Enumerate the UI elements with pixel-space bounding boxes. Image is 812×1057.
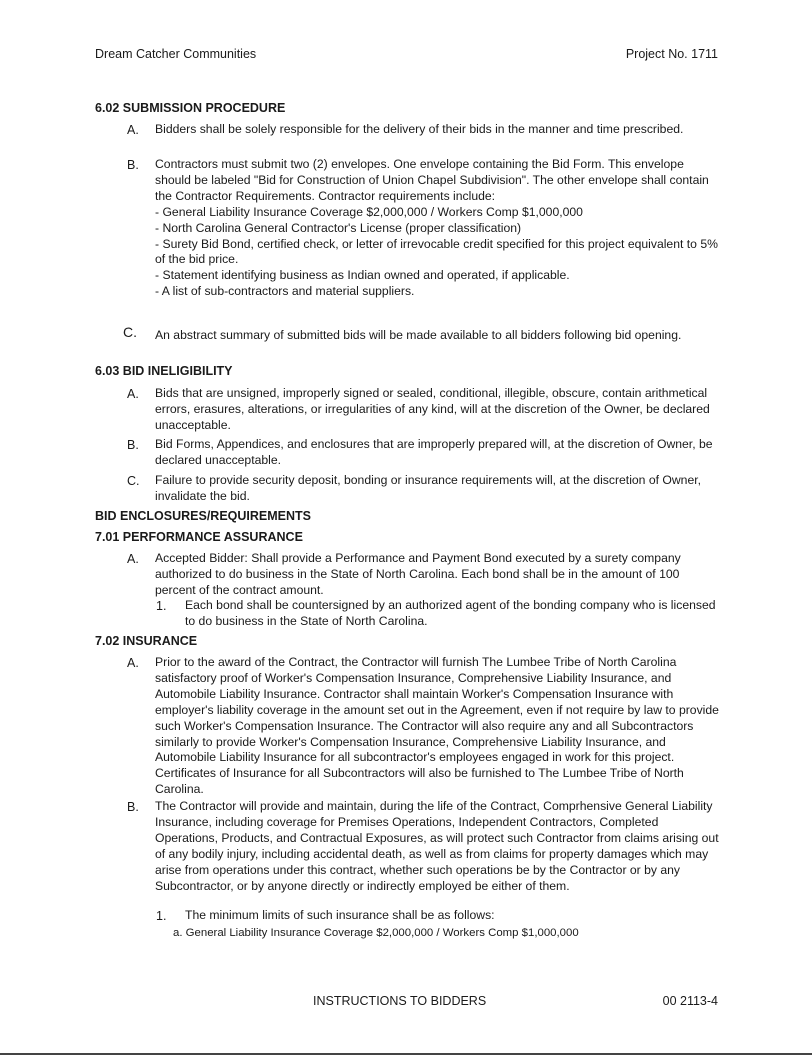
- item-label: A.: [127, 552, 139, 566]
- item-label: A.: [127, 123, 139, 137]
- item-number: 1.: [156, 909, 167, 923]
- insurance-coverage-line: a. General Liability Insurance Coverage $2,000,000 / Workers Comp $1,000,000: [173, 927, 579, 939]
- section-6-03-b-text: Bid Forms, Appendices, and enclosures that are improperly prepared will, at the discretion of Owner, be declared unacceptable.: [155, 437, 713, 467]
- bottom-rule: [0, 1053, 812, 1055]
- item-label: B.: [127, 438, 139, 452]
- item-label: B.: [127, 800, 139, 814]
- item-label: B.: [127, 158, 139, 172]
- section-7-02-a-text: Prior to the award of the Contract, the Contractor will furnish The Lumbee Tribe of North Carolina satisfactory proof of Worker's Compensation Insurance, Comprehensive Liability Insurance, and Automobile Liability Insurance. Contractor shall maintain Worker's Compensation Insurance with employer's liability coverage in the amount set out in the Agreement, even if not require by law to provide such Worker's Compensation Insurance. The Contractor will also require any and all Subcontractors similarly to provide Worker's Compensation Insurance, Comprehensive Liability Insurance, and Automobile Liability Insurance for all subcontractor's employees engaged in work for this project. Certificates of Insurance for all Subcontractors will also be furnished to The Lumbee Tribe of North Carolina.: [155, 655, 719, 797]
- section-6-03-c-text: Failure to provide security deposit, bonding or insurance requirements will, at the discretion of Owner, invalidate the bid.: [155, 473, 702, 503]
- item-label: C.: [127, 474, 140, 488]
- section-7-01-heading: 7.01 PERFORMANCE ASSURANCE: [95, 530, 303, 544]
- section-6-02-b-text: Contractors must submit two (2) envelopes. One envelope containing the Bid Form. This envelope should be labeled "Bid for Construction of Union Chapel Subdivision". The other envelope shall contain the Contractor Requirements. Contractor requirements include: - General Liability Insurance Coverage $2,000,000 / Workers Comp $1,000,000 - North Carolina General Contractor's License (proper classification) - Surety Bid Bond, certified check, or letter of irrevocable credit specified for this project equivalent to 5% of the bid price. - Statement identifying business as Indian owned and operated, if applicable. - A list of sub-contractors and material suppliers.: [155, 157, 718, 299]
- section-6-02-c-text: An abstract summary of submitted bids will be made available to all bidders following bid opening.: [155, 328, 682, 342]
- section-7-02-b1-text: The minimum limits of such insurance shall be as follows:: [185, 908, 495, 922]
- header-project-number: Project No. 1711: [625, 47, 718, 61]
- section-7-01-a1-text: Each bond shall be countersigned by an authorized agent of the bonding company who is licensed to do business in the State of North Carolina.: [185, 598, 716, 628]
- footer-page-number: 00 2113-4: [662, 994, 718, 1008]
- item-label: A.: [127, 387, 139, 401]
- section-6-02-a-text: Bidders shall be solely responsible for the delivery of their bids in the manner and time prescribed.: [155, 122, 684, 136]
- header-company: Dream Catcher Communities: [95, 47, 257, 61]
- section-6-02-heading: 6.02 SUBMISSION PROCEDURE: [95, 101, 286, 115]
- bid-enclosures-heading: BID ENCLOSURES/REQUIREMENTS: [95, 509, 311, 523]
- item-label: A.: [127, 656, 139, 670]
- section-7-01-a-text: Accepted Bidder: Shall provide a Performance and Payment Bond executed by a surety company authorized to do business in the State of North Carolina. Each bond shall be in the amount of 100 percent of the contract amount.: [155, 551, 681, 597]
- section-6-03-a-text: Bids that are unsigned, improperly signed or sealed, conditional, illegible, obscure, contain arithmetical errors, erasures, alterations, or irregularities of any kind, will at the discretion of the Owner, be declared unacceptable.: [155, 386, 710, 432]
- footer-title: INSTRUCTIONS TO BIDDERS: [313, 994, 487, 1008]
- section-7-02-heading: 7.02 INSURANCE: [95, 634, 198, 648]
- item-label: C.: [123, 324, 137, 340]
- section-6-03-heading: 6.03 BID INELIGIBILITY: [95, 364, 233, 378]
- item-number: 1.: [156, 599, 167, 613]
- section-7-02-b-text: The Contractor will provide and maintain, during the life of the Contract, Comprhensive General Liability Insurance, including coverage for Premises Operations, Independent Contractors, Completed Operations, Products, and Contractual Exposures, as will protect such Contractor from claims arising out of any bodily injury, including accidental death, as well as from claims for property damages which may arise from operations under this contract, whether such operations be by the Contractor or by any Subcontractor, or by anyone directly or indirectly employed be either of them.: [155, 799, 719, 893]
